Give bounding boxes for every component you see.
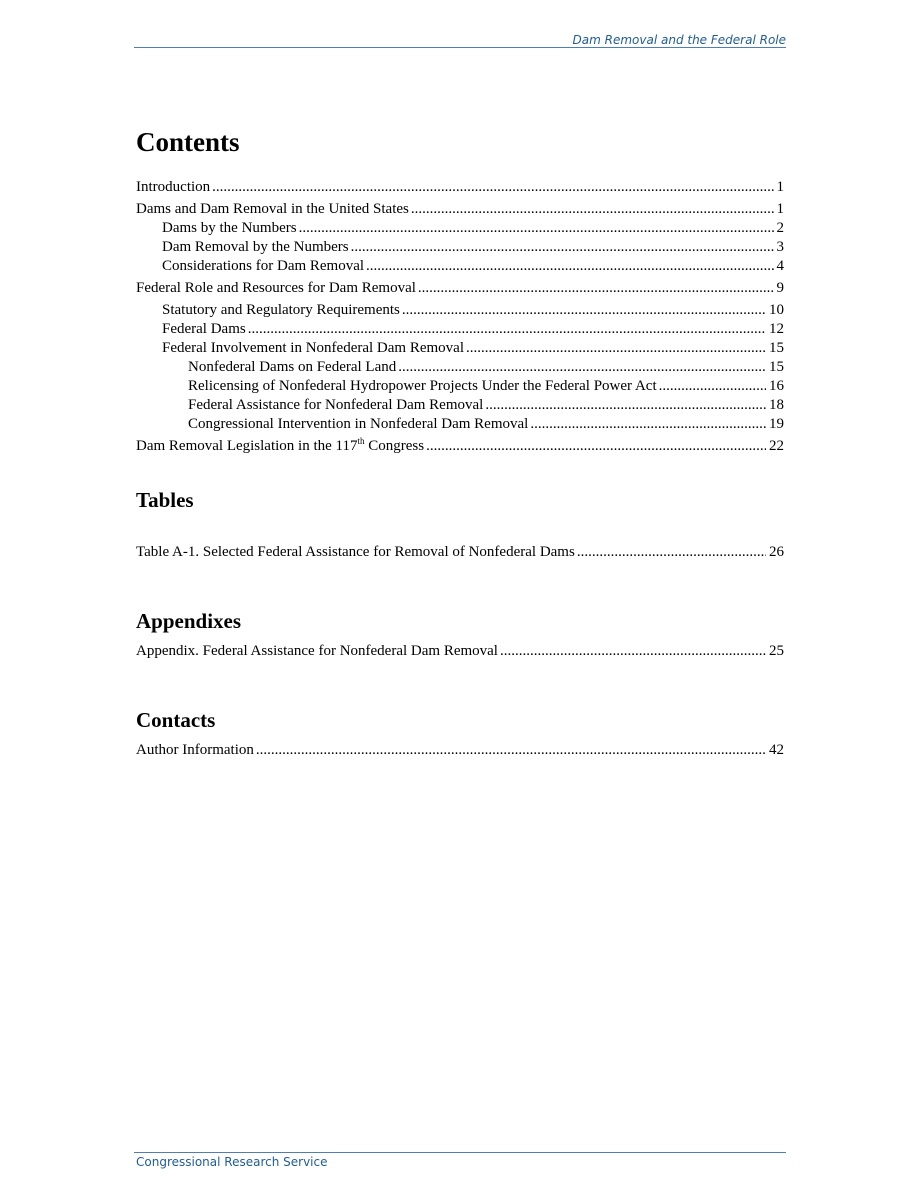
leader-dots (466, 339, 766, 358)
toc-entry-page: 22 (769, 438, 784, 454)
leader-dots (418, 279, 774, 298)
contents-list (136, 178, 784, 456)
toc-entry-label: Table A-1. Selected Federal Assistance for Removal of Nonfederal Dams (136, 544, 575, 560)
toc-entry-page: 12 (769, 321, 784, 337)
toc-entry[interactable] (136, 279, 784, 298)
contents-heading: Contents (136, 127, 240, 157)
toc-entry-page: 15 (769, 340, 784, 356)
toc-entry[interactable] (136, 543, 784, 562)
toc-entry[interactable] (136, 358, 784, 377)
toc-entry[interactable] (136, 178, 784, 197)
toc-entry-page: 4 (776, 258, 784, 274)
leader-dots (659, 377, 766, 396)
header-divider (134, 47, 786, 48)
running-header-title: Dam Removal and the Federal Role (572, 33, 786, 47)
leader-dots (398, 358, 766, 377)
leader-dots (426, 437, 766, 456)
leader-dots (485, 396, 766, 415)
toc-entry[interactable] (136, 437, 784, 456)
toc-entry-page: 16 (769, 378, 784, 394)
toc-entry-page: 42 (769, 742, 784, 758)
leader-dots (366, 257, 773, 276)
table-of-contents-page (136, 122, 784, 760)
ordinal-suffix: th (357, 436, 365, 446)
footer-organization: Congressional Research Service (136, 1155, 328, 1169)
toc-entry-label: Federal Dams (162, 321, 246, 337)
leader-dots (351, 238, 774, 257)
toc-entry[interactable] (136, 320, 784, 339)
appendixes-section (136, 606, 784, 661)
appendixes-heading: Appendixes (136, 609, 242, 633)
toc-entry[interactable] (136, 200, 784, 219)
toc-entry-page: 1 (776, 201, 784, 217)
toc-entry[interactable] (136, 219, 784, 238)
toc-entry-page: 25 (769, 643, 784, 659)
toc-entry[interactable] (136, 257, 784, 276)
toc-entry-page: 19 (769, 416, 784, 432)
toc-entry-page: 9 (776, 280, 784, 296)
contacts-section (136, 705, 784, 760)
toc-entry-page: 15 (769, 359, 784, 375)
toc-entry-label: Federal Role and Resources for Dam Removal (136, 280, 416, 296)
toc-entry[interactable] (136, 339, 784, 358)
leader-dots (212, 178, 773, 197)
toc-entry[interactable] (136, 741, 784, 760)
toc-entry-page: 10 (769, 302, 784, 318)
toc-entry-label: Relicensing of Nonfederal Hydropower Projects Under the Federal Power Act (188, 378, 657, 394)
leader-dots (402, 301, 766, 320)
leader-dots (299, 219, 774, 238)
tables-section (136, 485, 784, 562)
toc-entry[interactable] (136, 301, 784, 320)
toc-entry-label: Statutory and Regulatory Requirements (162, 302, 400, 318)
toc-entry[interactable] (136, 415, 784, 434)
toc-entry-page: 26 (769, 544, 784, 560)
leader-dots (530, 415, 766, 434)
toc-entry-label: Appendix. Federal Assistance for Nonfederal Dam Removal (136, 643, 498, 659)
toc-label-part: Congress (364, 438, 425, 454)
toc-entry-label: Congressional Intervention in Nonfederal Dam Removal (188, 416, 529, 432)
toc-entry[interactable] (136, 642, 784, 661)
toc-entry-label: Author Information (136, 742, 254, 758)
toc-entry-label: Considerations for Dam Removal (162, 258, 365, 274)
toc-entry-label: Dams by the Numbers (162, 220, 297, 236)
leader-dots (411, 200, 774, 219)
toc-entry-label (136, 437, 424, 456)
toc-entry-page: 1 (776, 179, 784, 195)
toc-entry[interactable] (136, 238, 784, 257)
footer-divider (134, 1152, 786, 1153)
toc-entry-label: Introduction (136, 179, 211, 195)
leader-dots (256, 741, 766, 760)
leader-dots (577, 543, 766, 562)
toc-entry-page: 3 (776, 239, 784, 255)
toc-entry-label: Federal Assistance for Nonfederal Dam Removal (188, 397, 484, 413)
toc-entry[interactable] (136, 377, 784, 396)
toc-entry-page: 18 (769, 397, 784, 413)
toc-entry-label: Dam Removal by the Numbers (162, 239, 349, 255)
toc-label-part: Dam Removal Legislation in the 117 (136, 438, 358, 454)
contacts-heading: Contacts (136, 708, 216, 732)
toc-entry-label: Dams and Dam Removal in the United States (136, 201, 409, 217)
leader-dots (500, 642, 766, 661)
toc-entry-label: Nonfederal Dams on Federal Land (188, 359, 397, 375)
toc-entry[interactable] (136, 396, 784, 415)
tables-heading: Tables (136, 488, 194, 512)
toc-entry-page: 2 (776, 220, 784, 236)
toc-entry-label: Federal Involvement in Nonfederal Dam Removal (162, 340, 464, 356)
leader-dots (248, 320, 766, 339)
